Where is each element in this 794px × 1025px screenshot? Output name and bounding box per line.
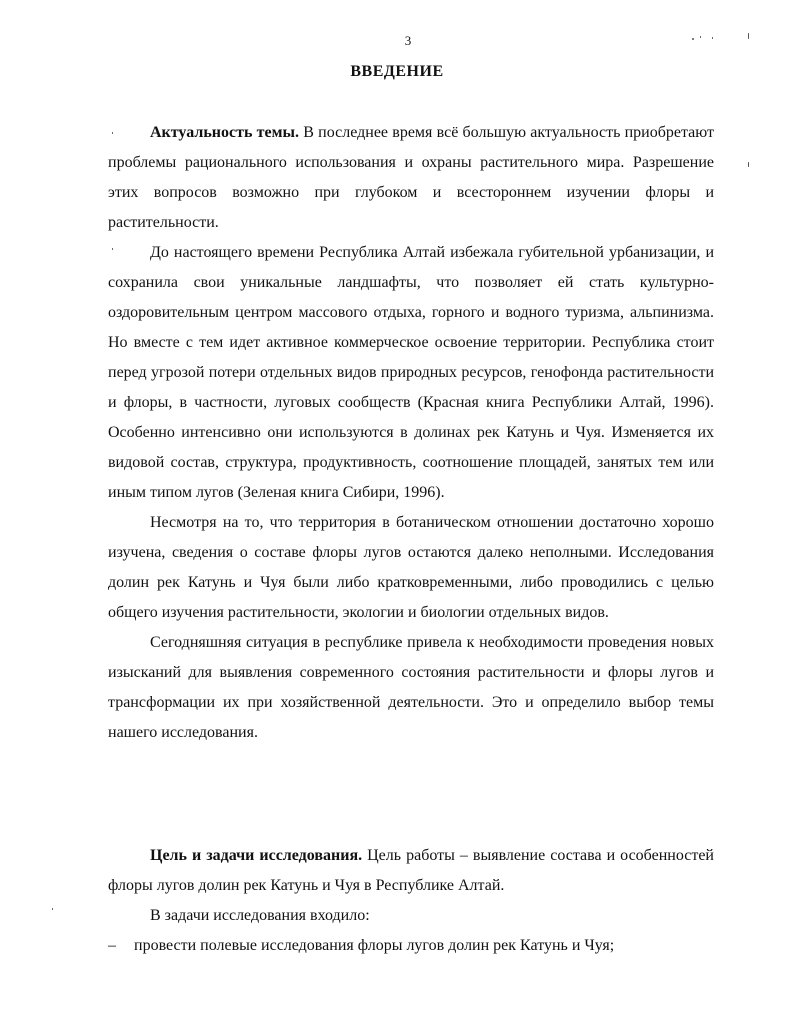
section-lead-goals: Цель и задачи исследования. bbox=[150, 847, 363, 864]
section-relevance bbox=[108, 118, 714, 748]
paragraph-goal bbox=[108, 841, 714, 901]
paragraph-current-situation: Сегодняшняя ситуация в республике привела к необходимости проведения новых изысканий для выявления современного состояния растительности и флоры лугов и трансформации их при хозяйственной деятельности. Это и определило выбор темы нашего исследования. bbox=[108, 634, 714, 741]
scan-speck bbox=[700, 36, 701, 38]
section-lead-relevance: Актуальность темы. bbox=[150, 124, 300, 141]
list-item-text: провести полевые исследования флоры лугов долин рек Катунь и Чуя; bbox=[134, 937, 615, 954]
list-item bbox=[108, 931, 714, 961]
scan-speck bbox=[748, 162, 749, 167]
page-number: 3 bbox=[404, 33, 412, 48]
scan-speck bbox=[52, 908, 53, 910]
paragraph-altai-context: До настоящего времени Республика Алтай избежала губительной урбанизации, и сохранила свои уникальные ландшафты, что позволяет ей стать культурно-оздоровительным центром массового отдыха, горного и водного туризма, альпинизма. Но вместе с тем идет активное коммерческое освоение территории. Республика стоит перед угрозой потери отдельных видов природных ресурсов, генофонда растительности и флоры, в частности, луговых сообществ (Красная книга Республики Алтай, 1996). Особенно интенсивно они используются в долинах рек Катунь и Чуя. Изменяется их видовой состав, структура, продуктивность, соотношение площадей, занятых тем или иным типом лугов (Зеленая книга Сибири, 1996). bbox=[108, 244, 714, 501]
scan-speck bbox=[712, 37, 713, 39]
scan-speck bbox=[748, 33, 749, 39]
paragraph-tasks-intro: В задачи исследования входило: bbox=[150, 907, 370, 924]
scan-speck bbox=[112, 132, 113, 134]
paragraph-text: В последнее время всё большую актуальность приобретают проблемы рационального использования и охраны растительного мира. Разрешение этих вопросов возможно при глубоком и всестороннем изучении флоры и растительности. bbox=[108, 124, 715, 231]
paragraph-study-status: Несмотря на то, что территория в ботаническом отношении достаточно хорошо изучена, сведения о составе флоры лугов остаются далеко неполными. Исследования долин рек Катунь и Чуя были либо кратковременными, либо проводились с целью общего изучения растительности, экологии и биологии отдельных видов. bbox=[108, 514, 714, 621]
paragraph-text: Цель работы – выявление состава и особенностей флоры лугов долин рек Катунь и Чуя в Республике Алтай. bbox=[108, 847, 714, 894]
scan-speck bbox=[692, 38, 694, 40]
section-goals bbox=[108, 841, 714, 931]
scan-speck bbox=[112, 248, 113, 250]
paragraph-relevance-intro bbox=[108, 118, 714, 238]
list-bullet: – bbox=[108, 937, 116, 954]
page-title: ВВЕДЕНИЕ bbox=[350, 63, 444, 80]
